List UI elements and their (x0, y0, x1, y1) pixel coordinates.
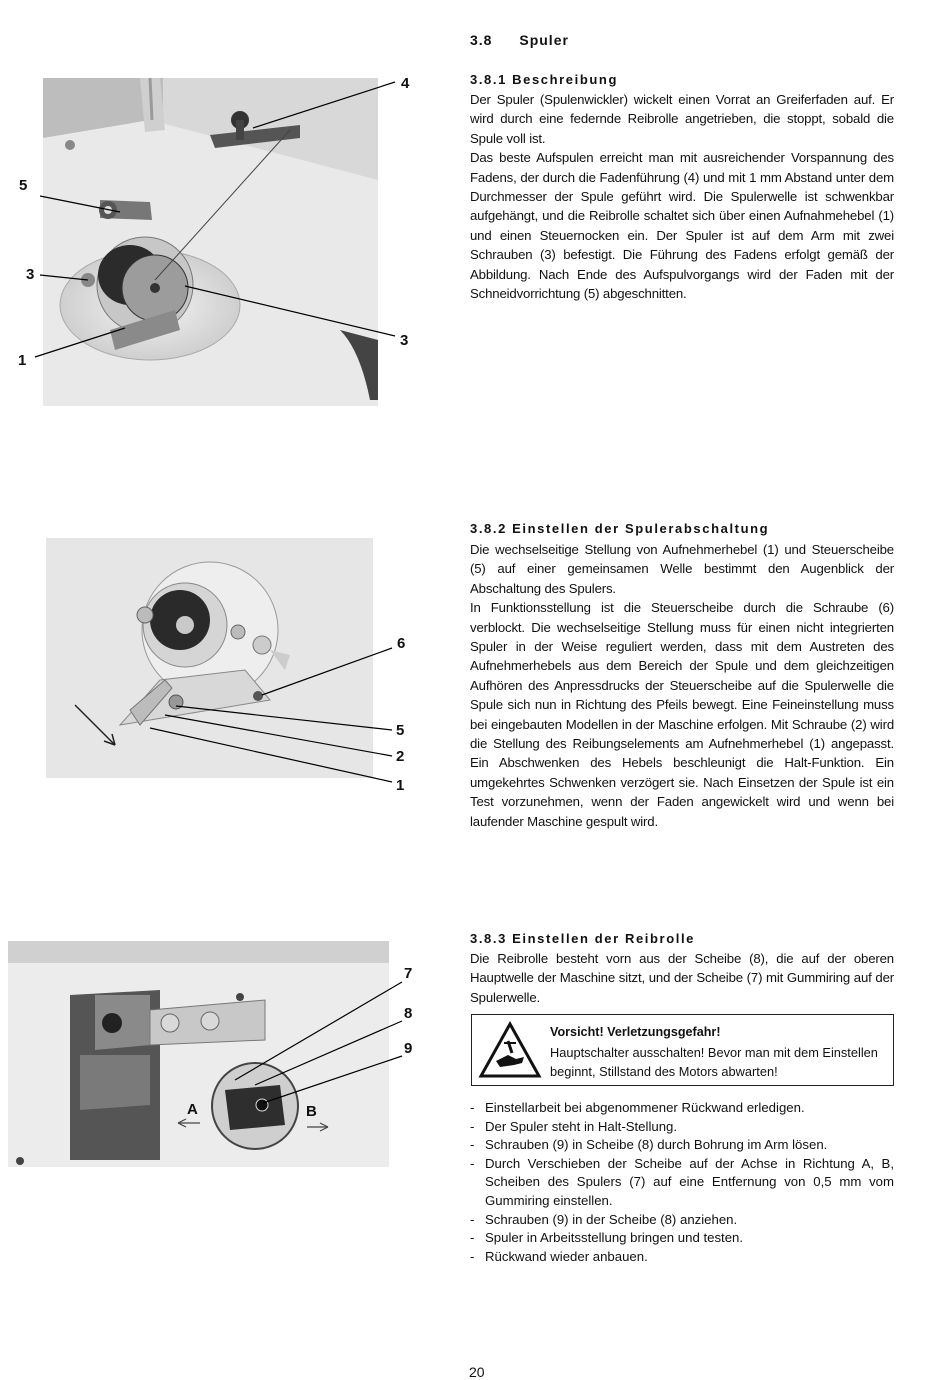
callout-1: 1 (396, 777, 405, 794)
callout-5: 5 (396, 722, 405, 739)
callout-6: 6 (397, 635, 406, 652)
callout-1: 1 (18, 352, 27, 369)
figure-spulerabschaltung (0, 530, 430, 800)
paragraph: In Funktionsstellung ist die Steuerscheibe durch die Schraube (6) verblockt. Die wechselseitige Stellung muss für einen nicht integrierten Spuler in der Weise reguliert werden, dass mit dem Austreten des Aufnehmerhebels aus dem Bereich der Spule und dem gleichzeitigen Aufhören des Anpressdrucks der Steuerscheibe auf die Spulerwelle die Spule sich nun in Richtung des Pfeils bewegt. Eine Feineinstellung muss bei eingebauten Modellen in der Maschine erfolgen. Mit Schraube (2) wird die Stellung des Reibungselements am Aufnehmerhebel (1) angepasst. Ein Abschwenken des Hebels beschleunigt die Halt-Funktion. Ein umgekehrtes Schwenken verzögert sie. Nach Einsetzen der Spule ist ein Test vorzunehmen, wenn der Faden angewickelt wird und wenn bei laufender Maschine gespult wird. (470, 600, 894, 829)
paragraph: Der Spuler (Spulenwickler) wickelt einen Vorrat an Greiferfaden auf. Er wird durch eine federnde Reibrolle angetrieben, die stoppt, sobald die Spule voll ist. (470, 92, 894, 146)
list-item: - Schrauben (9) in der Scheibe (8) anziehen. (470, 1211, 894, 1230)
warning-box (471, 1014, 894, 1086)
section-number: 3.8 (470, 32, 493, 48)
list-item: - Der Spuler steht in Halt-Stellung. (470, 1118, 894, 1137)
list-item: - Schrauben (9) in Scheibe (8) durch Bohrung im Arm lösen. (470, 1136, 894, 1155)
step-list (470, 1099, 894, 1266)
paragraph: Das beste Aufspulen erreicht man mit ausreichender Vorspannung des Fadens, der durch die Fadenführung (4) und mit 1 mm Abstand unter dem Durchmesser der Spule geführt wird. Die Spulerwelle ist schwenkbar aufgehängt, und die Reibrolle schaltet sich über einen Aufnahmehebel (1) und einen Steuernocken ein. Der Spuler ist auf dem Arm mit zwei Schrauben (3) befestigt. Die Führung des Fadens erfolgt gemäß der Abbildung. Nach Ende des Aufspulvorgangs wird der Faden mit der Schneidvorrichtung (5) abgeschnitten. (470, 150, 894, 302)
callout-7: 7 (404, 965, 413, 982)
text-block-381 (470, 90, 894, 303)
warning-text: Hauptschalter ausschalten! Bevor man mit dem Einstellen beginnt, Stillstand des Motors abwarten! (550, 1045, 878, 1079)
list-item: - Einstellarbeit bei abgenommener Rückwand erledigen. (470, 1099, 894, 1118)
figure-reibrolle (0, 935, 430, 1175)
hand-injury-warning-icon (478, 1021, 542, 1079)
page-number: 20 (469, 1364, 485, 1380)
photo-reibrolle (0, 935, 430, 1175)
warning-title: Vorsicht! Verletzungsgefahr! (550, 1025, 721, 1039)
callout-4: 4 (401, 75, 410, 92)
callout-2: 2 (396, 748, 405, 765)
text-block-383 (470, 949, 894, 1007)
text-block-382 (470, 540, 894, 831)
subsection-heading-382: 3.8.2 Einstellen der Spulerabschaltung (470, 521, 770, 536)
list-item: - Rückwand wieder anbauen. (470, 1248, 894, 1267)
section-title: Spuler (519, 32, 569, 48)
section-heading (470, 32, 569, 48)
paragraph: Die Reibrolle besteht vorn aus der Scheibe (8), die auf der oberen Hauptwelle der Maschine sitzt, und der Scheibe (7) mit Gummiring auf der Spulerwelle. (470, 951, 894, 1005)
photo-spulerabschaltung (0, 530, 430, 800)
callout-3-right: 3 (400, 332, 409, 349)
list-item: - Spuler in Arbeitsstellung bringen und testen. (470, 1229, 894, 1248)
callout-A: A (187, 1101, 198, 1118)
callout-9: 9 (404, 1040, 413, 1057)
callout-8: 8 (404, 1005, 413, 1022)
callout-B: B (306, 1103, 317, 1120)
paragraph: Die wechselseitige Stellung von Aufnehmerhebel (1) und Steuerscheibe (5) auf einer gemeinsamen Welle bestimmt den Augenblick der Abschaltung des Spulers. (470, 542, 894, 596)
callout-3-left: 3 (26, 266, 35, 283)
list-item: - Durch Verschieben der Scheibe auf der Achse in Richtung A, B, Scheiben des Spulers (7) auf eine Entfernung von 0,5 mm vom Gummiring einstellen. (470, 1155, 894, 1211)
figure-spuler-overview (0, 60, 430, 420)
callout-5: 5 (19, 177, 28, 194)
subsection-heading-381: 3.8.1 Beschreibung (470, 72, 619, 87)
photo-spuler (0, 60, 430, 420)
subsection-heading-383: 3.8.3 Einstellen der Reibrolle (470, 931, 696, 946)
